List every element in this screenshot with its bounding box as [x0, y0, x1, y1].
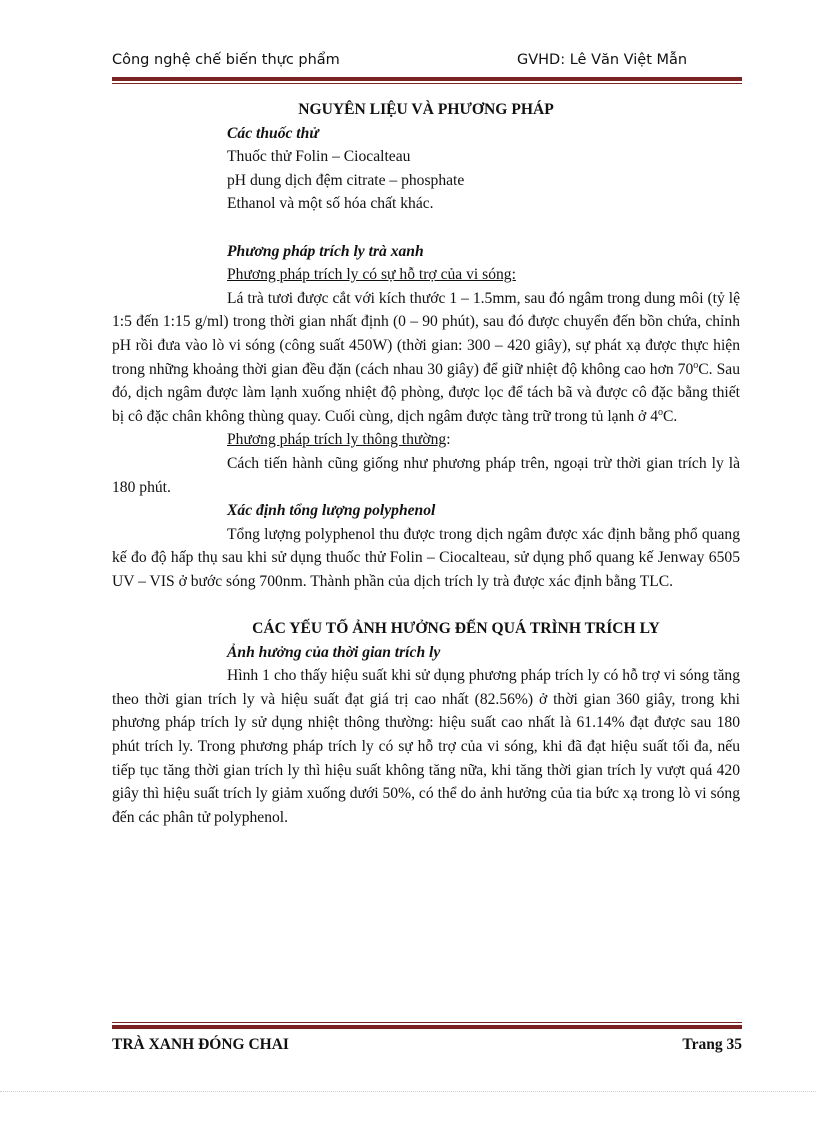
page-number: Trang 35: [682, 1036, 742, 1053]
microwave-method-paragraph: Lá trà tươi được cắt với kích thước 1 – 1.5mm, sau đó ngâm trong dung môi (tỷ lệ 1:5 đến 1:15 g/ml) trong thời gian nhất định (0 – 90 phút), sau đó được chuyển đến bồn chứa, chỉnh pH rồi đưa vào lò vi sóng (công suất 450W) (thời gian: 300 – 420 giây), sự phát xạ được thực hiện trong những khoảng thời gian đều đặn (cách nhau 30 giây) để giữ nhiệt độ không cao hơn 70$^o$C. Sau đó, dịch ngâm được làm lạnh xuống nhiệt độ phòng, được lọc để tách bã và được cô đặc bằng thiết bị cô đặc chân không thùng quay. Cuối cùng, dịch ngâm được tàng trữ trong tủ lạnh ở 4$^o$C.: [112, 289, 740, 425]
page-header: [112, 52, 742, 74]
reagents-heading: Các thuốc thử: [227, 124, 319, 142]
normal-method-paragraph: Cách tiến hành cũng giống như phương pháp trên, ngoại trừ thời gian trích ly là 180 phút.: [112, 454, 740, 496]
header-course-title: Công nghệ chế biến thực phẩm: [112, 52, 340, 68]
header-divider: [112, 77, 742, 84]
footer-divider: [112, 1022, 742, 1029]
page-body: [112, 98, 740, 829]
reagent-item: Ethanol và một số hóa chất khác.: [227, 195, 434, 213]
polyphenol-heading: Xác định tổng lượng polyphenol: [227, 502, 436, 520]
reagent-item: pH dung dịch đệm citrate – phosphate: [227, 171, 465, 189]
footer-document-title: TRÀ XANH ĐÓNG CHAI: [112, 1036, 289, 1053]
normal-method-heading: Phương pháp trích ly thông thường:: [227, 431, 451, 449]
extraction-heading: Phương pháp trích ly trà xanh: [227, 242, 424, 260]
polyphenol-paragraph: Tổng lượng polyphenol thu được trong dịch ngâm được xác định bằng phổ quang kế đo độ hấp thụ sau khi sử dụng thuốc thử Folin – Ciocalteau, sử dụng phổ quang kế Jenway 6505 UV – VIS ở bước sóng 700nm. Thành phần của dịch trích ly trà được xác định bằng TLC.: [112, 525, 740, 590]
section-title-factors: CÁC YẾU TỐ ẢNH HƯỞNG ĐẾN QUÁ TRÌNH TRÍCH LY: [252, 620, 660, 638]
reagent-item: Thuốc thử Folin – Ciocalteau: [227, 148, 411, 166]
time-effect-paragraph: Hình 1 cho thấy hiệu suất khi sử dụng phương pháp trích ly có hỗ trợ vi sóng tăng theo thời gian trích ly và hiệu suất đạt giá trị cao nhất (82.56%) ở thời gian 360 giây, trong khi phương pháp trích ly sử dụng nhiệt thông thường: hiệu suất cao nhất là 61.14% đạt được sau 180 phút trích ly. Trong phương pháp trích ly có sự hỗ trợ của vi sóng, khi đã đạt hiệu suất tối đa, nếu tiếp tục tăng thời gian trích ly thì hiệu suất không tăng nữa, khi tăng thời gian trích ly vượt quá 420 giây thì hiệu suất trích ly giảm xuống dưới 50%, có thể do ảnh hưởng của tia bức xạ trong lò vi sóng đến các phân tử polyphenol.: [112, 667, 740, 826]
page-footer: [112, 1036, 742, 1058]
time-effect-heading: Ảnh hưởng của thời gian trích ly: [227, 643, 441, 661]
microwave-method-heading: Phương pháp trích ly có sự hỗ trợ của vi sóng:: [227, 266, 516, 284]
page-edge-divider: [0, 1091, 816, 1092]
section-title-materials: NGUYÊN LIỆU VÀ PHƯƠNG PHÁP: [298, 101, 554, 118]
header-instructor: GVHD: Lê Văn Việt Mẫn: [517, 52, 688, 68]
